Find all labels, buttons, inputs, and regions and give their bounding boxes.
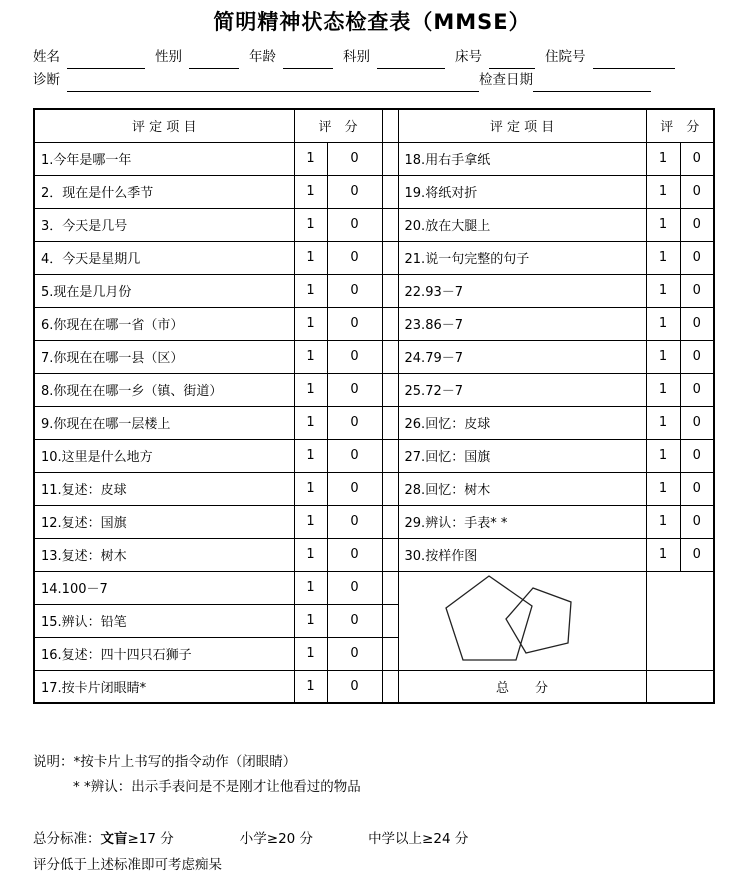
- instructions-notes: [33, 750, 711, 800]
- score-1-cell[interactable]: 1: [294, 307, 327, 340]
- total-score-label: 总 分: [398, 670, 646, 703]
- item-label: 30.按样作图: [398, 538, 646, 571]
- score-0-cell[interactable]: 0: [680, 406, 714, 439]
- table-row: [34, 571, 714, 604]
- item-label: 21.说一句完整的句子: [398, 241, 646, 274]
- table-spacer: [382, 109, 398, 142]
- table-spacer: [382, 604, 398, 637]
- note-text: *按卡片上书写的指令动作（闭眼睛）: [73, 754, 297, 770]
- standard-item: 小学≥20 分: [239, 831, 314, 847]
- table-row: [34, 175, 714, 208]
- exam-date-field[interactable]: [533, 76, 651, 92]
- item-label: 9.你现在在哪一层楼上: [34, 406, 294, 439]
- item-label: 26.回忆：皮球: [398, 406, 646, 439]
- score-1-cell[interactable]: 1: [294, 241, 327, 274]
- table-row: [34, 472, 714, 505]
- pentagon-drawing-cell: [398, 571, 646, 670]
- table-row: [34, 274, 714, 307]
- score-1-cell[interactable]: 1: [294, 373, 327, 406]
- table-row: [34, 505, 714, 538]
- patient-info-row2: [33, 69, 711, 92]
- table-row: [34, 373, 714, 406]
- table-header-row: [34, 109, 714, 142]
- table-spacer: [382, 340, 398, 373]
- item-label: 19.将纸对折: [398, 175, 646, 208]
- item-label: 6.你现在在哪一省（市）: [34, 307, 294, 340]
- table-spacer: [382, 142, 398, 175]
- item-label: 12.复述：国旗: [34, 505, 294, 538]
- score-1-cell[interactable]: 1: [646, 406, 680, 439]
- score-0-cell[interactable]: 0: [327, 439, 382, 472]
- item-label: 17.按卡片闭眼睛*: [34, 670, 294, 703]
- score-0-cell[interactable]: 0: [327, 406, 382, 439]
- item-label: 28.回忆：树木: [398, 472, 646, 505]
- table-spacer: [382, 406, 398, 439]
- score-1-cell[interactable]: 1: [646, 241, 680, 274]
- table-row: [34, 307, 714, 340]
- score-0-cell[interactable]: 0: [327, 142, 382, 175]
- column-header-item: 评 定 项 目: [34, 109, 294, 142]
- score-1-cell[interactable]: 1: [294, 175, 327, 208]
- item-label: 14.100－7: [34, 571, 294, 604]
- sex-label: 性别: [155, 49, 182, 65]
- score-1-cell[interactable]: 1: [294, 406, 327, 439]
- item-label: 15.辨认：铅笔: [34, 604, 294, 637]
- item-label: 16.复述：四十四只石狮子: [34, 637, 294, 670]
- note-line: [33, 750, 711, 775]
- table-row: [34, 208, 714, 241]
- item-label: 10.这里是什么地方: [34, 439, 294, 472]
- item-label: 13.复述：树木: [34, 538, 294, 571]
- item-label: 27.回忆：国旗: [398, 439, 646, 472]
- age-label: 年龄: [249, 49, 276, 65]
- column-header-score: 评 分: [646, 109, 714, 142]
- score-1-cell[interactable]: 1: [294, 604, 327, 637]
- admission-number-label: 住院号: [545, 49, 586, 65]
- score-1-cell[interactable]: 1: [294, 505, 327, 538]
- score-0-cell[interactable]: 0: [680, 538, 714, 571]
- score-0-cell[interactable]: 0: [680, 505, 714, 538]
- score-0-cell[interactable]: 0: [680, 175, 714, 208]
- table-spacer: [382, 373, 398, 406]
- score-1-cell[interactable]: 1: [646, 307, 680, 340]
- score-1-cell[interactable]: 1: [646, 472, 680, 505]
- table-spacer: [382, 472, 398, 505]
- score-1-cell[interactable]: 1: [294, 637, 327, 670]
- column-header-item: 评 定 项 目: [398, 109, 646, 142]
- score-1-cell[interactable]: 1: [646, 175, 680, 208]
- table-spacer: [382, 175, 398, 208]
- note-line: [33, 775, 711, 800]
- table-spacer: [382, 241, 398, 274]
- patient-info: [33, 46, 711, 92]
- score-0-cell[interactable]: 0: [680, 142, 714, 175]
- score-1-cell[interactable]: 1: [294, 340, 327, 373]
- score-0-cell[interactable]: 0: [680, 439, 714, 472]
- score-1-cell[interactable]: 1: [294, 274, 327, 307]
- item-label: 5.现在是几月份: [34, 274, 294, 307]
- score-0-cell[interactable]: 0: [680, 307, 714, 340]
- table-row: [34, 142, 714, 175]
- overlapping-pentagons-icon: [399, 572, 647, 669]
- item-label: 8.你现在在哪一乡（镇、街道）: [34, 373, 294, 406]
- scoring-standards: [33, 826, 711, 878]
- table-row: [34, 241, 714, 274]
- table-row: [34, 538, 714, 571]
- table-spacer: [382, 307, 398, 340]
- item-label: 22.93－7: [398, 274, 646, 307]
- department-field[interactable]: [377, 53, 445, 69]
- score-1-cell[interactable]: 1: [294, 208, 327, 241]
- table-spacer: [382, 274, 398, 307]
- score-0-cell[interactable]: 0: [327, 670, 382, 703]
- score-1-cell[interactable]: 1: [646, 373, 680, 406]
- note-text: * *辨认：出示手表问是不是刚才让他看过的物品: [73, 779, 361, 795]
- score-1-cell[interactable]: 1: [294, 670, 327, 703]
- table-spacer: [382, 637, 398, 670]
- score-0-cell[interactable]: 0: [327, 208, 382, 241]
- score-0-cell[interactable]: 0: [327, 538, 382, 571]
- score-0-cell[interactable]: 0: [327, 241, 382, 274]
- sex-field[interactable]: [189, 53, 239, 69]
- table-row: [34, 406, 714, 439]
- score-0-cell[interactable]: 0: [680, 472, 714, 505]
- item-label: 24.79－7: [398, 340, 646, 373]
- score-0-cell[interactable]: 0: [327, 472, 382, 505]
- pentagon-score-cell[interactable]: [646, 571, 714, 670]
- exam-date-label: 检查日期: [479, 72, 533, 88]
- item-label: 1.今年是哪一年: [34, 142, 294, 175]
- total-score-cell[interactable]: [646, 670, 714, 703]
- score-1-cell[interactable]: 1: [646, 439, 680, 472]
- score-0-cell[interactable]: 0: [680, 373, 714, 406]
- column-header-score: 评 分: [294, 109, 382, 142]
- bed-number-label: 床号: [455, 49, 482, 65]
- score-0-cell[interactable]: 0: [680, 274, 714, 307]
- name-label: 姓名: [33, 49, 60, 65]
- item-label: 29.辨认：手表* *: [398, 505, 646, 538]
- score-1-cell[interactable]: 1: [646, 208, 680, 241]
- item-label: 23.86－7: [398, 307, 646, 340]
- score-0-cell[interactable]: 0: [327, 340, 382, 373]
- notes-label: 说明：: [33, 754, 74, 770]
- score-1-cell[interactable]: 1: [294, 142, 327, 175]
- score-1-cell[interactable]: 1: [294, 571, 327, 604]
- score-1-cell[interactable]: 1: [646, 274, 680, 307]
- score-1-cell[interactable]: 1: [646, 505, 680, 538]
- score-0-cell[interactable]: 0: [327, 604, 382, 637]
- page-title: 简明精神状态检查表（MMSE）: [213, 10, 531, 34]
- item-label: 4．今天是星期几: [34, 241, 294, 274]
- table-spacer: [382, 439, 398, 472]
- item-label: 25.72－7: [398, 373, 646, 406]
- item-label: 7.你现在在哪一县（区）: [34, 340, 294, 373]
- footer-note: 评分低于上述标准即可考虑痴呆: [33, 857, 222, 873]
- assessment-table: [33, 108, 715, 704]
- score-1-cell[interactable]: 1: [646, 340, 680, 373]
- table-spacer: [382, 571, 398, 604]
- table-spacer: [382, 208, 398, 241]
- age-field[interactable]: [283, 53, 333, 69]
- table-row: [34, 340, 714, 373]
- standard-item: 中学以上≥24 分: [368, 831, 469, 847]
- score-1-cell[interactable]: 1: [294, 538, 327, 571]
- score-0-cell[interactable]: 0: [680, 340, 714, 373]
- standards-label: 总分标准：: [33, 831, 101, 847]
- score-0-cell[interactable]: 0: [327, 175, 382, 208]
- score-0-cell[interactable]: 0: [327, 505, 382, 538]
- score-0-cell[interactable]: 0: [327, 373, 382, 406]
- table-row: [34, 439, 714, 472]
- standards-line: [33, 826, 711, 852]
- item-label: 20.放在大腿上: [398, 208, 646, 241]
- item-label: 18.用右手拿纸: [398, 142, 646, 175]
- patient-info-row1: [33, 46, 711, 69]
- table-spacer: [382, 505, 398, 538]
- score-0-cell[interactable]: 0: [327, 637, 382, 670]
- admission-number-field[interactable]: [593, 53, 675, 69]
- department-label: 科别: [343, 49, 370, 65]
- score-1-cell[interactable]: 1: [646, 538, 680, 571]
- table-spacer: [382, 538, 398, 571]
- score-0-cell[interactable]: 0: [327, 307, 382, 340]
- bed-number-field[interactable]: [489, 53, 535, 69]
- name-field[interactable]: [67, 53, 145, 69]
- score-0-cell[interactable]: 0: [327, 571, 382, 604]
- score-1-cell[interactable]: 1: [294, 472, 327, 505]
- score-0-cell[interactable]: 0: [327, 274, 382, 307]
- standard-item: ≥17 分: [127, 831, 174, 847]
- diagnosis-field[interactable]: [67, 76, 479, 92]
- score-1-cell[interactable]: 1: [646, 142, 680, 175]
- table-row: [34, 670, 714, 703]
- item-label: 11.复述：皮球: [34, 472, 294, 505]
- score-0-cell[interactable]: 0: [680, 241, 714, 274]
- diagnosis-label: 诊断: [33, 72, 60, 88]
- standard-item: 文盲: [100, 831, 128, 847]
- score-1-cell[interactable]: 1: [294, 439, 327, 472]
- score-0-cell[interactable]: 0: [680, 208, 714, 241]
- item-label: 3．今天是几号: [34, 208, 294, 241]
- table-spacer: [382, 670, 398, 703]
- item-label: 2．现在是什么季节: [34, 175, 294, 208]
